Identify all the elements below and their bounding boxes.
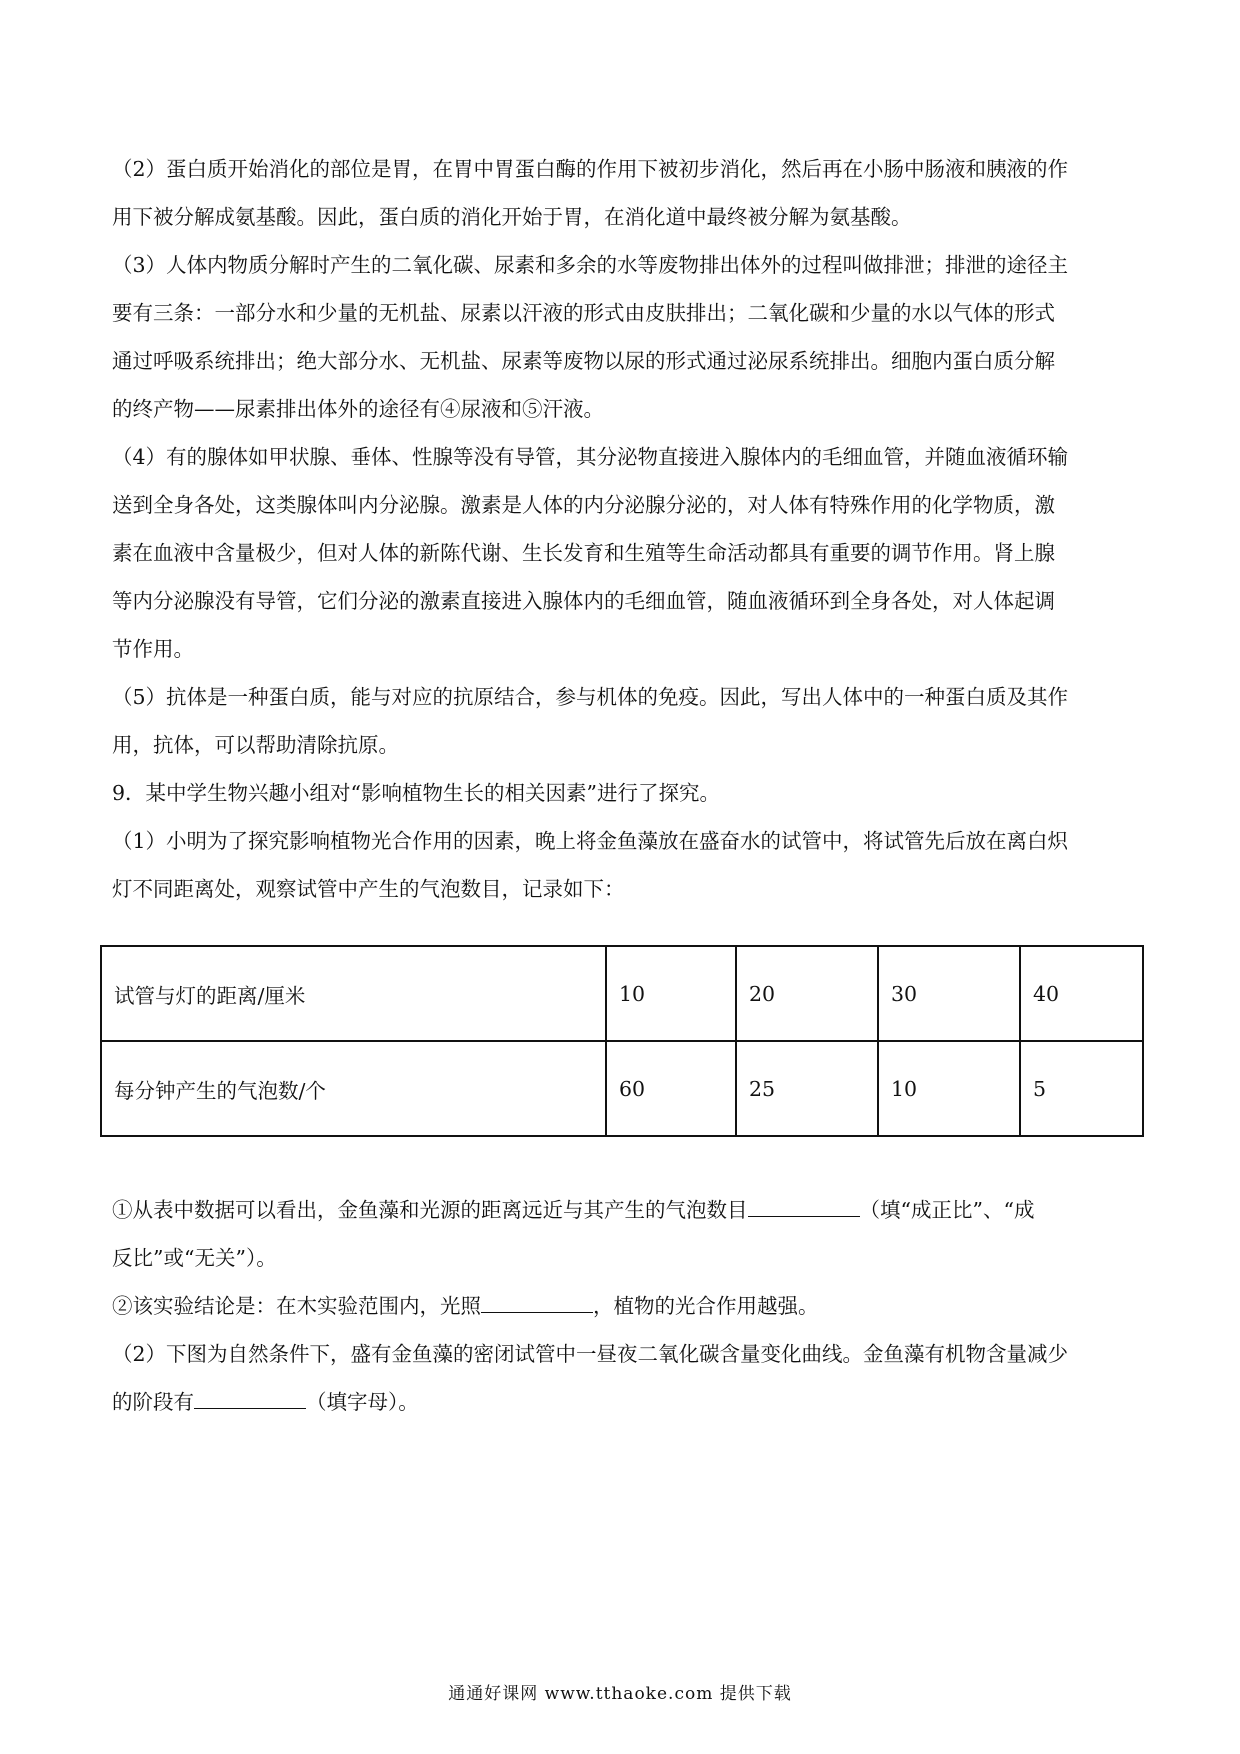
text-fragment: 的阶段有	[112, 1390, 194, 1414]
sub-question-2	[112, 1330, 1132, 1426]
text-line	[112, 1186, 1132, 1234]
text-fragment: （填字母）。	[306, 1390, 419, 1414]
table-cell: 10	[878, 1041, 1020, 1136]
table-cell: 5	[1020, 1041, 1143, 1136]
text-line: 送到全身各处，这类腺体叫内分泌腺。激素是人体的内分泌腺分泌的，对人体有特殊作用的化学物质，激	[112, 493, 1055, 517]
table-cell: 60	[606, 1041, 736, 1136]
answer-blank[interactable]	[748, 1194, 860, 1217]
text-line: 用下被分解成氨基酸。因此，蛋白质的消化开始于胃，在消化道中最终被分解为氨基酸。	[112, 205, 912, 229]
question-9-continued	[112, 1186, 1132, 1426]
table-cell: 30	[878, 946, 1020, 1041]
table-cell: 试管与灯的距离/厘米	[101, 946, 606, 1041]
text-fragment: ②该实验结论是：在木实验范围内，光照	[112, 1294, 481, 1318]
text-line: （2）下图为自然条件下，盛有金鱼藻的密闭试管中一昼夜二氧化碳含量变化曲线。金鱼藻有机物含量减少	[112, 1342, 1069, 1366]
text-line: （1）小明为了探究影响植物光合作用的因素，晚上将金鱼藻放在盛奋水的试管中，将试管先后放在离白炽	[112, 829, 1069, 853]
text-line	[112, 1282, 1132, 1330]
question-9	[112, 769, 1132, 913]
table-cell: 25	[736, 1041, 878, 1136]
text-line: 素在血液中含量极少，但对人体的新陈代谢、生长发育和生殖等生命活动都具有重要的调节作用。肾上腺	[112, 541, 1055, 565]
answer-part-3	[112, 241, 1132, 433]
question-title: 9．某中学生物兴趣小组对“影响植物生长的相关因素”进行了探究。	[112, 781, 721, 805]
text-line: （2）蛋白质开始消化的部位是胃，在胃中胃蛋白酶的作用下被初步消化，然后再在小肠中肠液和胰液的作	[112, 157, 1069, 181]
text-fragment: （填“成正比”、“成	[859, 1198, 1035, 1222]
table-row	[101, 1041, 1143, 1136]
text-fragment: ①从表中数据可以看出，金鱼藻和光源的距离远近与其产生的气泡数目	[112, 1198, 748, 1222]
answer-part-2	[112, 145, 1132, 241]
answer-content	[112, 145, 1132, 913]
text-line: 用，抗体，可以帮助清除抗原。	[112, 733, 399, 757]
text-line: （5）抗体是一种蛋白质，能与对应的抗原结合，参与机体的免疫。因此，写出人体中的一种蛋白质及其作	[112, 685, 1069, 709]
table-cell: 10	[606, 946, 736, 1041]
text-line: 通过呼吸系统排出；绝大部分水、无机盐、尿素等废物以尿的形式通过泌尿系统排出。细胞内蛋白质分解	[112, 349, 1055, 373]
answer-blank[interactable]	[194, 1386, 306, 1409]
text-line: 要有三条：一部分水和少量的无机盐、尿素以汗液的形式由皮肤排出；二氧化碳和少量的水以气体的形式	[112, 301, 1055, 325]
table-cell: 20	[736, 946, 878, 1041]
text-fragment: ，植物的光合作用越强。	[593, 1294, 819, 1318]
answer-blank[interactable]	[481, 1290, 593, 1313]
text-line	[112, 1378, 1132, 1426]
text-line: （4）有的腺体如甲状腺、垂体、性腺等没有导管，其分泌物直接进入腺体内的毛细血管，并随血液循环输	[112, 445, 1069, 469]
bubble-count-table	[100, 945, 1144, 1137]
text-line: 灯不同距离处，观察试管中产生的气泡数目，记录如下：	[112, 877, 625, 901]
answer-part-5	[112, 673, 1132, 769]
text-line: 等内分泌腺没有导管，它们分泌的激素直接进入腺体内的毛细血管，随血液循环到全身各处，对人体起调	[112, 589, 1055, 613]
text-line: 节作用。	[112, 637, 194, 661]
text-line: （3）人体内物质分解时产生的二氧化碳、尿素和多余的水等废物排出体外的过程叫做排泄；排泄的途径主	[112, 253, 1069, 277]
table-cell: 每分钟产生的气泡数/个	[101, 1041, 606, 1136]
table-row	[101, 946, 1143, 1041]
text-line: 反比”或“无关”）。	[112, 1246, 277, 1270]
answer-part-4	[112, 433, 1132, 673]
text-line: 的终产物——尿素排出体外的途径有④尿液和⑤汗液。	[112, 397, 604, 421]
table-cell: 40	[1020, 946, 1143, 1041]
page-footer: 通通好课网 www.tthaoke.com 提供下载	[448, 1684, 792, 1704]
sub-question-1	[112, 1186, 1132, 1330]
